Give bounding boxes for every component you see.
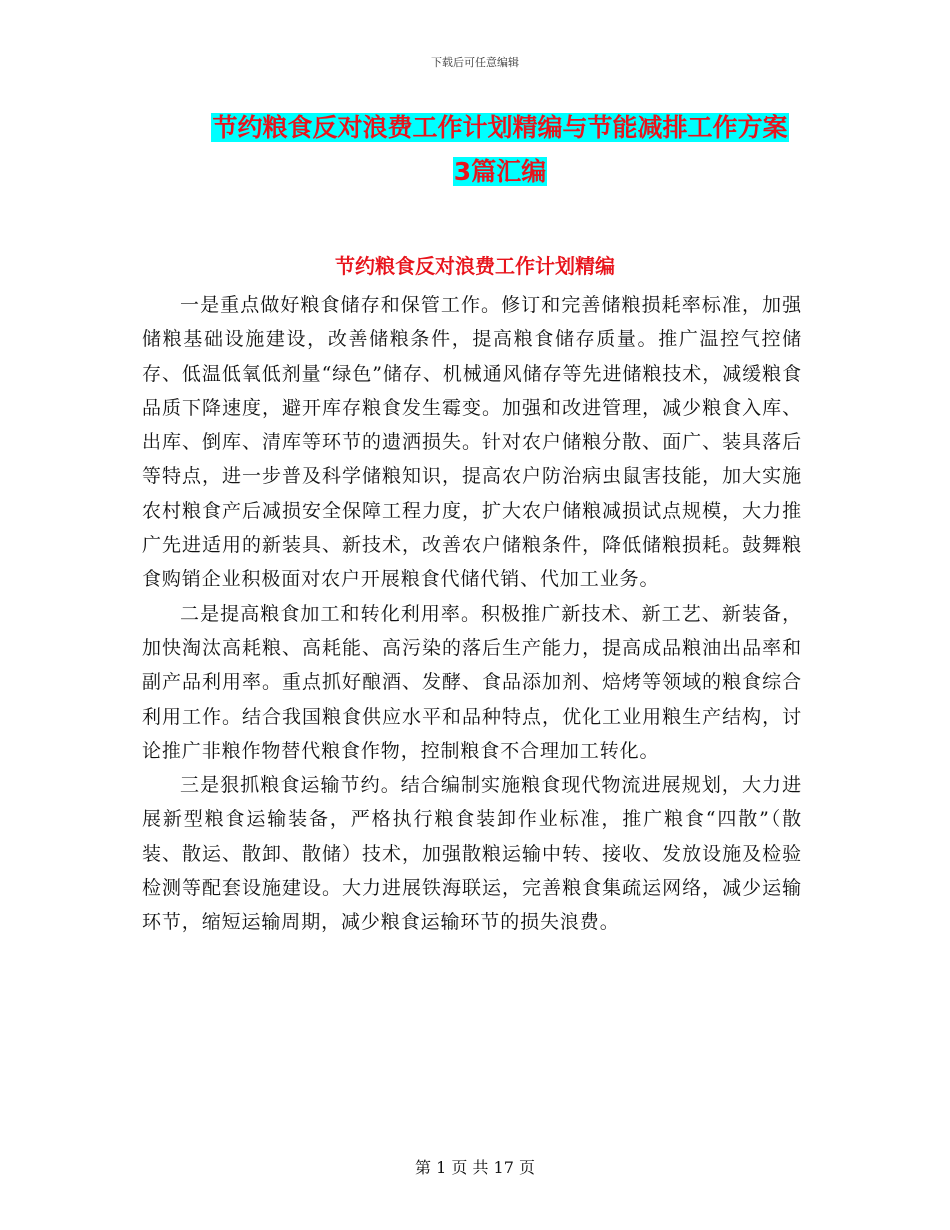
paragraph-1: 一是重点做好粮食储存和保管工作。修订和完善储粮损耗率标准，加强储粮基础设施建设，改善储粮条件，提高粮食储存质量。推广温控气控储存、低温低氧低剂量“绿色”储存、机械通风储存等先进储粮技术，减缓粮食品质下降速度，避开库存粮食发生霉变。加强和改进管理，减少粮食入库、出库、倒库、清库等环节的遗洒损失。针对农户储粮分散、面广、装具落后等特点，进一步普及科学储粮知识，提高农户防治病虫鼠害技能，加大实施农村粮食产后减损安全保障工程力度，扩大农户储粮减损试点规模，大力推广先进适用的新装具、新技术，改善农户储粮条件，降低储粮损耗。鼓舞粮食购销企业积极面对农户开展粮食代储代销、代加工业务。 (142, 294, 802, 591)
paragraph-3: 三是狠抓粮食运输节约。结合编制实施粮食现代物流进展规划，大力进展新型粮食运输装备，严格执行粮食装卸作业标准，推广粮食“四散”（散装、散运、散卸、散储）技术，加强散粮运输中转、接收、发放设施及检验检测等配套设施建设。大力进展铁海联运，完善粮食集疏运网络，减少运输环节，缩短运输周期，减少粮食运输环节的损失浪费。 (142, 774, 802, 934)
document-body (142, 288, 802, 940)
document-title-line-2 (140, 156, 860, 189)
document-title-text-2: 3篇汇编 (453, 157, 547, 186)
section-heading: 节约粮食反对浪费工作计划精编 (335, 254, 615, 278)
page-footer: 第 1 页 共 17 页 (415, 1158, 535, 1177)
page-header-note: 下载后可任意编辑 (431, 56, 519, 69)
paragraph-2: 二是提高粮食加工和转化利用率。积极推广新技术、新工艺、新装备，加快淘汰高耗粮、高耗能、高污染的落后生产能力，提高成品粮油出品率和副产品利用率。重点抓好酿酒、发酵、食品添加剂、焙烤等领域的粮食综合利用工作。结合我国粮食供应水平和品种特点，优化工业用粮生产结构，讨论推广非粮作物替代粮食作物，控制粮食不合理加工转化。 (142, 602, 802, 762)
document-title-line-1 (140, 112, 860, 145)
document-title-text-1: 节约粮食反对浪费工作计划精编与节能减排工作方案 (212, 113, 788, 142)
